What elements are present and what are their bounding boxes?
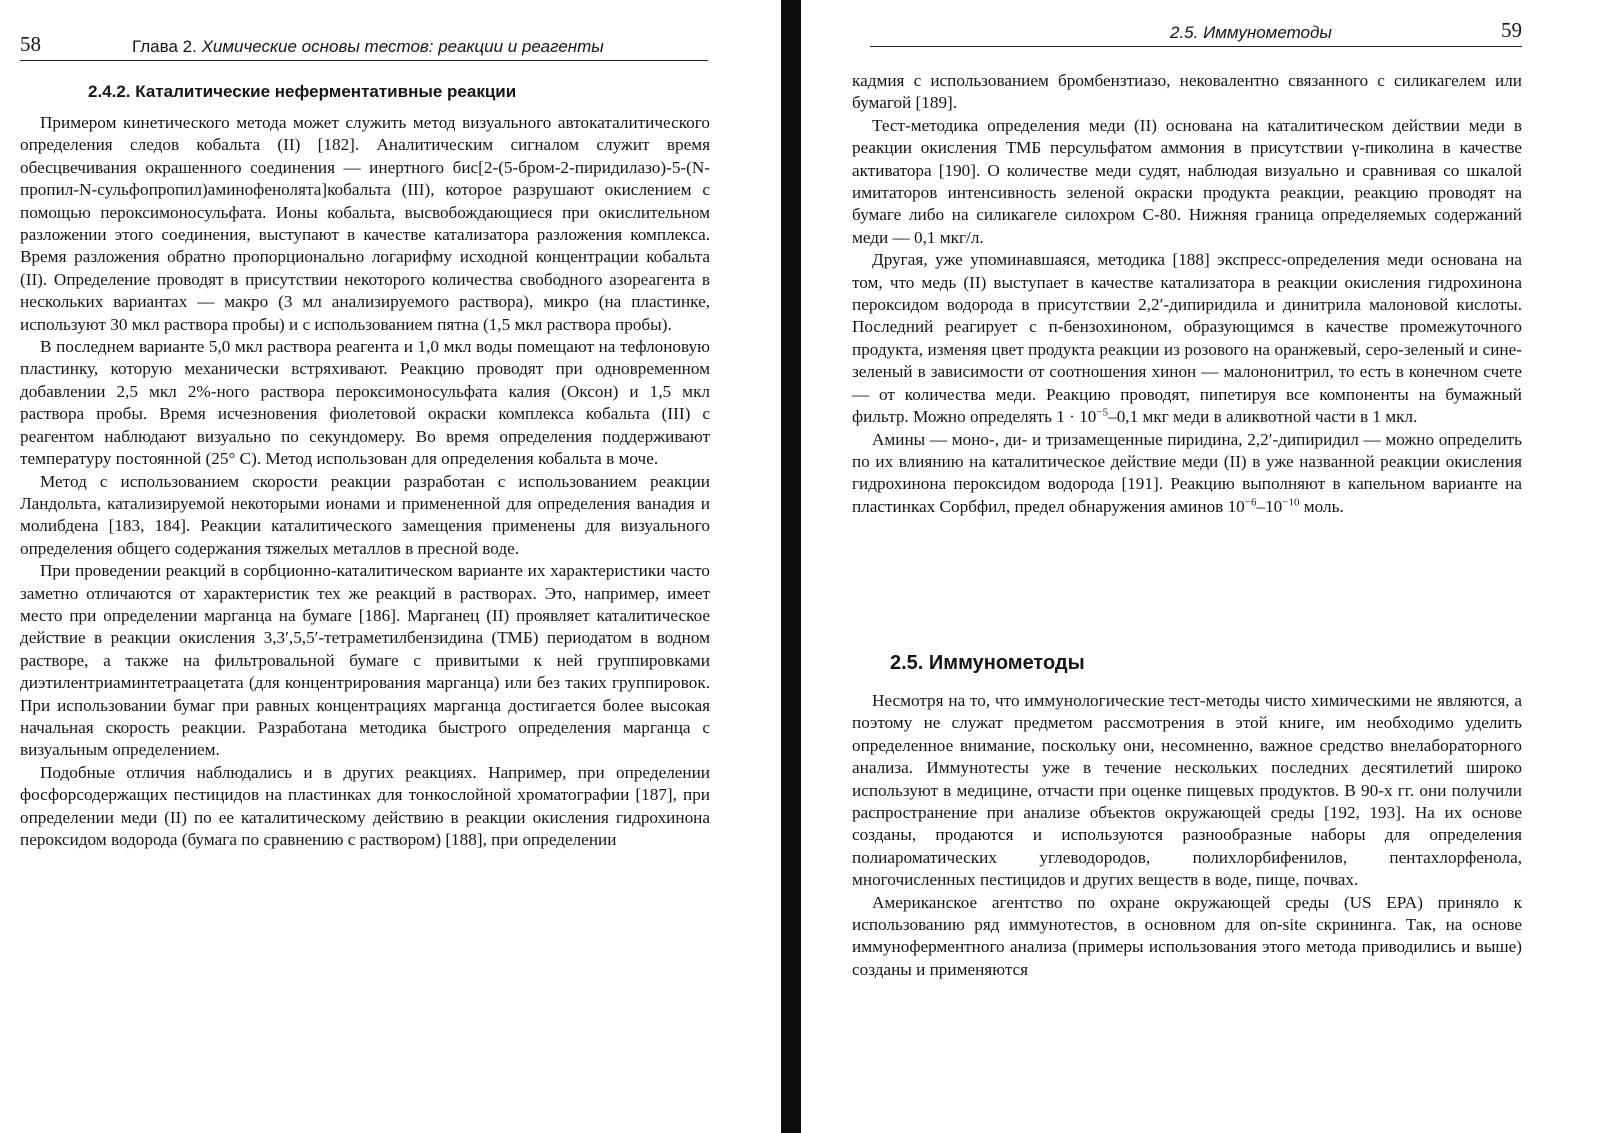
right-page-body-top xyxy=(852,70,1522,518)
page-number-left: 58 xyxy=(20,32,41,56)
right-page-body-bottom xyxy=(852,690,1522,981)
section-heading-2-5: 2.5. Иммунометоды xyxy=(890,652,1085,674)
running-head-right: 2.5. Иммунометоды xyxy=(1170,23,1332,42)
running-head-left: Глава 2. Химические основы тестов: реакции и реагенты xyxy=(132,37,604,56)
paragraph: Американское агентство по охране окружающей среды (US EPA) приняло к использованию ряд иммунотестов, в основном для on-site скрининга. Так, на основе иммуноферментного анализа (примеры использования этого метода приводились и выше) созданы и применяются xyxy=(852,892,1522,979)
paragraph: Другая, уже упоминавшаяся, методика [188] экспресс-определения меди основана на том, что медь (II) выступает в качестве катализатора в реакции окисления гидрохинона пероксидом водорода в присутствии 2,2′-дипиридила и динитрила малоновой кислоты. Последний реагирует с п-бензохиноном, образующимся в качестве промежуточного продукта, изменяя цвет продукта реакции из розового на оранжевый, серо-зеленый и сине-зеленый в зависимости от соотношения хинон — малононитрил, то есть в конечном счете — от количества меди. Реакцию проводят, пипетируя все компоненты на бумажный фильтр. Можно определять $1 \cdot 10^{-5}-0,1$ мкг меди в аликвотной части в 1 мкл. xyxy=(852,250,1522,427)
section-heading-2-4-2: 2.4.2. Каталитические неферментативные реакции xyxy=(88,82,517,101)
paragraph: Несмотря на то, что иммунологические тест-методы чисто химическими не являются, а поэтому не служат предметом рассмотрения в этой книге, им необходимо уделить определенное внимание, поскольку они, несомненно, важное средство внелабораторного анализа. Иммунотесты уже в течение нескольких последних десятилетий широко используют в медицине, отчасти при оценке пищевых продуктов. В 90-х гг. они получили распространение при анализе объектов окружающей среды [192, 193]. На их основе созданы, продаются и используются разнообразные наборы для определения полиароматических углеводородов, полихлорбифенилов, пентахлорфенола, многочисленных пестицидов и других веществ в воде, пище, почвах. xyxy=(852,691,1522,890)
left-page xyxy=(0,0,780,1133)
paragraph: Тест-методика определения меди (II) основана на каталитическом действии меди в реакции окисления ТМБ персульфатом аммония в присутствии γ-пиколина в качестве активатора [190]. О количестве меди судят, наблюдая визуально и сравнивая со шкалой имитаторов интенсивность зеленой окраски продукта реакции, реакцию проводят на бумаге либо на силикагеле силохром С-80. Нижняя граница определяемых содержаний меди — 0,1 мкг/л. xyxy=(852,115,1522,247)
left-page-header xyxy=(20,34,708,61)
paragraph: В последнем варианте 5,0 мкл раствора реагента и 1,0 мкл воды помещают на тефлоновую пластинку, которую механически встряхивают. Реакцию проводят при одновременном добавлении 2,5 мкл 2%-ного раствора пероксимоносульфата калия (Оксон) и 1,5 мкл раствора пробы. Время исчезновения фиолетовой окраски комплекса кобальта (III) с реагентом наблюдают визуально по секундомеру. Во время определения поддерживают температуру постоянной (25° С). Метод использован для определения кобальта в моче. xyxy=(20,337,710,469)
right-page-header xyxy=(870,20,1522,47)
paragraph: При проведении реакций в сорбционно-каталитическом варианте их характеристики часто заметно отличаются от характеристик тех же реакций в растворах. Это, например, имеет место при определении марганца на бумаге [186]. Марганец (II) проявляет каталитическое действие в реакции окисления 3,3′,5,5′-тетраметилбензидина (ТМБ) периодатом в водном растворе, а также на фильтровальной бумаге с привитыми к ней группировками диэтилентриаминтетраацетата (для концентрирования марганца) или без таких группировок. При использовании бумаг при равных концентрациях марганца достигается более высокая начальная скорость реакции. Разработана методика быстрого определения марганца с визуальным определением. xyxy=(20,561,710,760)
book-spine xyxy=(781,0,801,1133)
page-number-right: 59 xyxy=(1501,18,1522,42)
left-page-body xyxy=(20,112,710,851)
paragraph: Подобные отличия наблюдались и в других реакциях. Например, при определении фосфорсодержащих пестицидов на пластинках для тонкослойной хроматографии [187], при определении меди (II) по ее каталитическому действию в реакции окисления гидрохинона пероксидом водорода (бумага по сравнению с раствором) [188], при определении xyxy=(20,762,710,849)
right-page xyxy=(800,0,1600,1133)
paragraph: Примером кинетического метода может служить метод визуального автокаталитического определения следов кобальта (II) [182]. Аналитическим сигналом служит время обесцвечивания окрашенного соединения — инертного бис[2-(5-бром-2-пиридилазо)-5-(N-пропил-N-сульфопропил)аминофенолята]кобальта (III), которое разрушают окислением с помощью пероксимоносульфата. Ионы кобальта, высвобождающиеся при окислительном разложении этого соединения, выступают в качестве катализатора разложения комплекса. Время разложения обратно пропорционально логарифму исходной концентрации кобальта (II). Определение проводят в присутствии некоторого количества свободного азореагента в нескольких вариантах — макро (3 мл анализируемого раствора), микро (на пластинке, используют 30 мкл раствора пробы) и с использованием пятна (1,5 мкл раствора пробы). xyxy=(20,113,710,334)
paragraph: кадмия с использованием бромбензтиазо, нековалентно связанного с силикагелем или бумагой [189]. xyxy=(852,71,1522,113)
paragraph: Метод с использованием скорости реакции разработан с использованием реакции Ландольта, катализируемой некоторыми ионами и примененной для определения ванадия и молибдена [183, 184]. Реакции каталитического замещения применены для визуального определения общего содержания тяжелых металлов в пресной воде. xyxy=(20,471,710,558)
paragraph: Амины — моно-, ди- и тризамещенные пиридина, 2,2′-дипиридил — можно определить по их влиянию на каталитическое действие меди (II) в уже названной реакции окисления гидрохинона пероксидом водорода [191]. Реакцию выполняют в капельном варианте на пластинках Сорбфил, предел обнаружения аминов $10^{-6}-10^{-10}$ моль. xyxy=(852,429,1522,516)
